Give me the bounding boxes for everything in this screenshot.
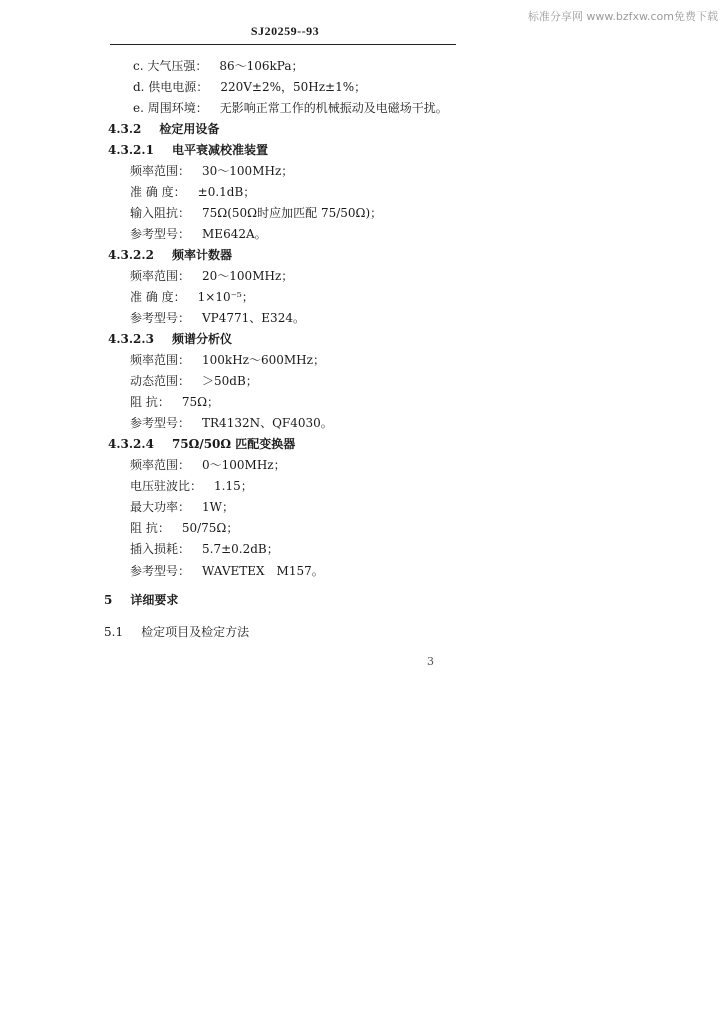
spec-value: WAVETEX M157。 xyxy=(202,564,324,578)
spec-label: 最大功率： xyxy=(130,500,191,514)
header-rule xyxy=(110,44,456,45)
spec-label: 参考型号： xyxy=(130,311,191,325)
spec-value: 1W； xyxy=(202,500,234,514)
spec-value: 5.7±0.2dB； xyxy=(202,542,279,556)
section-title: 详细要求 xyxy=(130,593,179,607)
spec-value: ±0.1dB； xyxy=(197,185,256,199)
spec-value: ＞50dB； xyxy=(202,374,258,388)
document-code-header: SJ20259--93 xyxy=(250,24,320,38)
equipment-title: 电平衰减校准装置 xyxy=(171,143,268,157)
spec-label: 频率范围： xyxy=(130,353,191,367)
env-item-label: e. 周围环境： xyxy=(133,101,208,115)
spec-label: 插入损耗： xyxy=(130,542,191,556)
spec-line xyxy=(130,563,324,579)
env-item-power xyxy=(133,79,366,95)
spec-label: 频率范围： xyxy=(130,164,191,178)
equipment-title: 频谱分析仪 xyxy=(171,332,232,346)
equipment-4-3-2-3-heading xyxy=(108,331,232,347)
spec-label: 输入阻抗： xyxy=(130,206,191,220)
spec-line xyxy=(130,373,258,389)
spec-value: 75Ω(50Ω时应加匹配 75/50Ω)； xyxy=(202,206,383,220)
spec-line xyxy=(130,205,382,221)
section-title: 检定项目及检定方法 xyxy=(141,625,250,639)
spec-line xyxy=(130,268,293,284)
equipment-title: 75Ω/50Ω 匹配变换器 xyxy=(171,437,296,451)
equipment-4-3-2-2-heading xyxy=(108,247,232,263)
spec-line xyxy=(130,520,238,536)
equipment-number: 4.3.2.3 xyxy=(108,332,154,346)
env-item-value: 无影响正常工作的机械振动及电磁场干扰。 xyxy=(219,101,448,115)
equipment-number: 4.3.2.2 xyxy=(108,248,154,262)
spec-label: 参考型号： xyxy=(130,416,191,430)
spec-value: 100kHz～600MHz； xyxy=(202,353,325,367)
section-5-1-heading xyxy=(104,624,249,640)
spec-label: 频率范围： xyxy=(130,269,191,283)
spec-label: 电压驻波比： xyxy=(130,479,203,493)
spec-line xyxy=(130,184,255,200)
spec-line xyxy=(130,310,305,326)
spec-line xyxy=(130,163,293,179)
section-number: 4.3.2 xyxy=(108,122,142,136)
equipment-4-3-2-1-heading xyxy=(108,142,268,158)
spec-line xyxy=(130,352,325,368)
env-item-pressure xyxy=(133,58,304,74)
spec-line xyxy=(130,226,267,242)
env-item-value: 86～106kPa； xyxy=(219,59,304,73)
spec-label: 准 确 度： xyxy=(130,185,186,199)
spec-label: 参考型号： xyxy=(130,227,191,241)
env-item-value: 220V±2%，50Hz±1%； xyxy=(220,80,367,94)
spec-value: 75Ω； xyxy=(181,395,220,409)
spec-value: 0～100MHz； xyxy=(202,458,286,472)
spec-value: 1×10⁻⁵； xyxy=(197,290,254,304)
spec-line xyxy=(130,289,254,305)
spec-label: 阻 抗： xyxy=(130,395,170,409)
watermark-text: 标准分享网 www.bzfxw.com免费下载 xyxy=(527,10,718,23)
spec-line xyxy=(130,499,234,515)
spec-value: 30～100MHz； xyxy=(202,164,294,178)
spec-label: 动态范围： xyxy=(130,374,191,388)
spec-value: VP4771、E324。 xyxy=(202,311,305,325)
spec-value: 20～100MHz； xyxy=(202,269,294,283)
spec-line xyxy=(130,457,286,473)
spec-value: 50/75Ω； xyxy=(181,521,239,535)
spec-value: TR4132N、QF4030。 xyxy=(202,416,333,430)
env-item-environment xyxy=(133,100,448,116)
env-item-label: d. 供电电源： xyxy=(133,80,209,94)
spec-value: 1.15； xyxy=(214,479,253,493)
spec-label: 频率范围： xyxy=(130,458,191,472)
spec-label: 阻 抗： xyxy=(130,521,170,535)
section-5-heading xyxy=(104,592,178,608)
spec-line xyxy=(130,415,333,431)
section-title: 检定用设备 xyxy=(159,122,220,136)
equipment-title: 频率计数器 xyxy=(171,248,232,262)
section-number: 5 xyxy=(104,593,113,607)
page-number: 3 xyxy=(427,655,434,668)
spec-label: 准 确 度： xyxy=(130,290,186,304)
spec-line xyxy=(130,394,219,410)
section-4-3-2-heading xyxy=(108,121,219,137)
section-number: 5.1 xyxy=(104,625,124,639)
equipment-4-3-2-4-heading xyxy=(108,436,295,452)
equipment-number: 4.3.2.4 xyxy=(108,437,154,451)
spec-line xyxy=(130,541,279,557)
spec-value: ME642A。 xyxy=(202,227,267,241)
env-item-label: c. 大气压强： xyxy=(133,59,208,73)
spec-line xyxy=(130,478,253,494)
spec-label: 参考型号： xyxy=(130,564,191,578)
equipment-number: 4.3.2.1 xyxy=(108,143,154,157)
